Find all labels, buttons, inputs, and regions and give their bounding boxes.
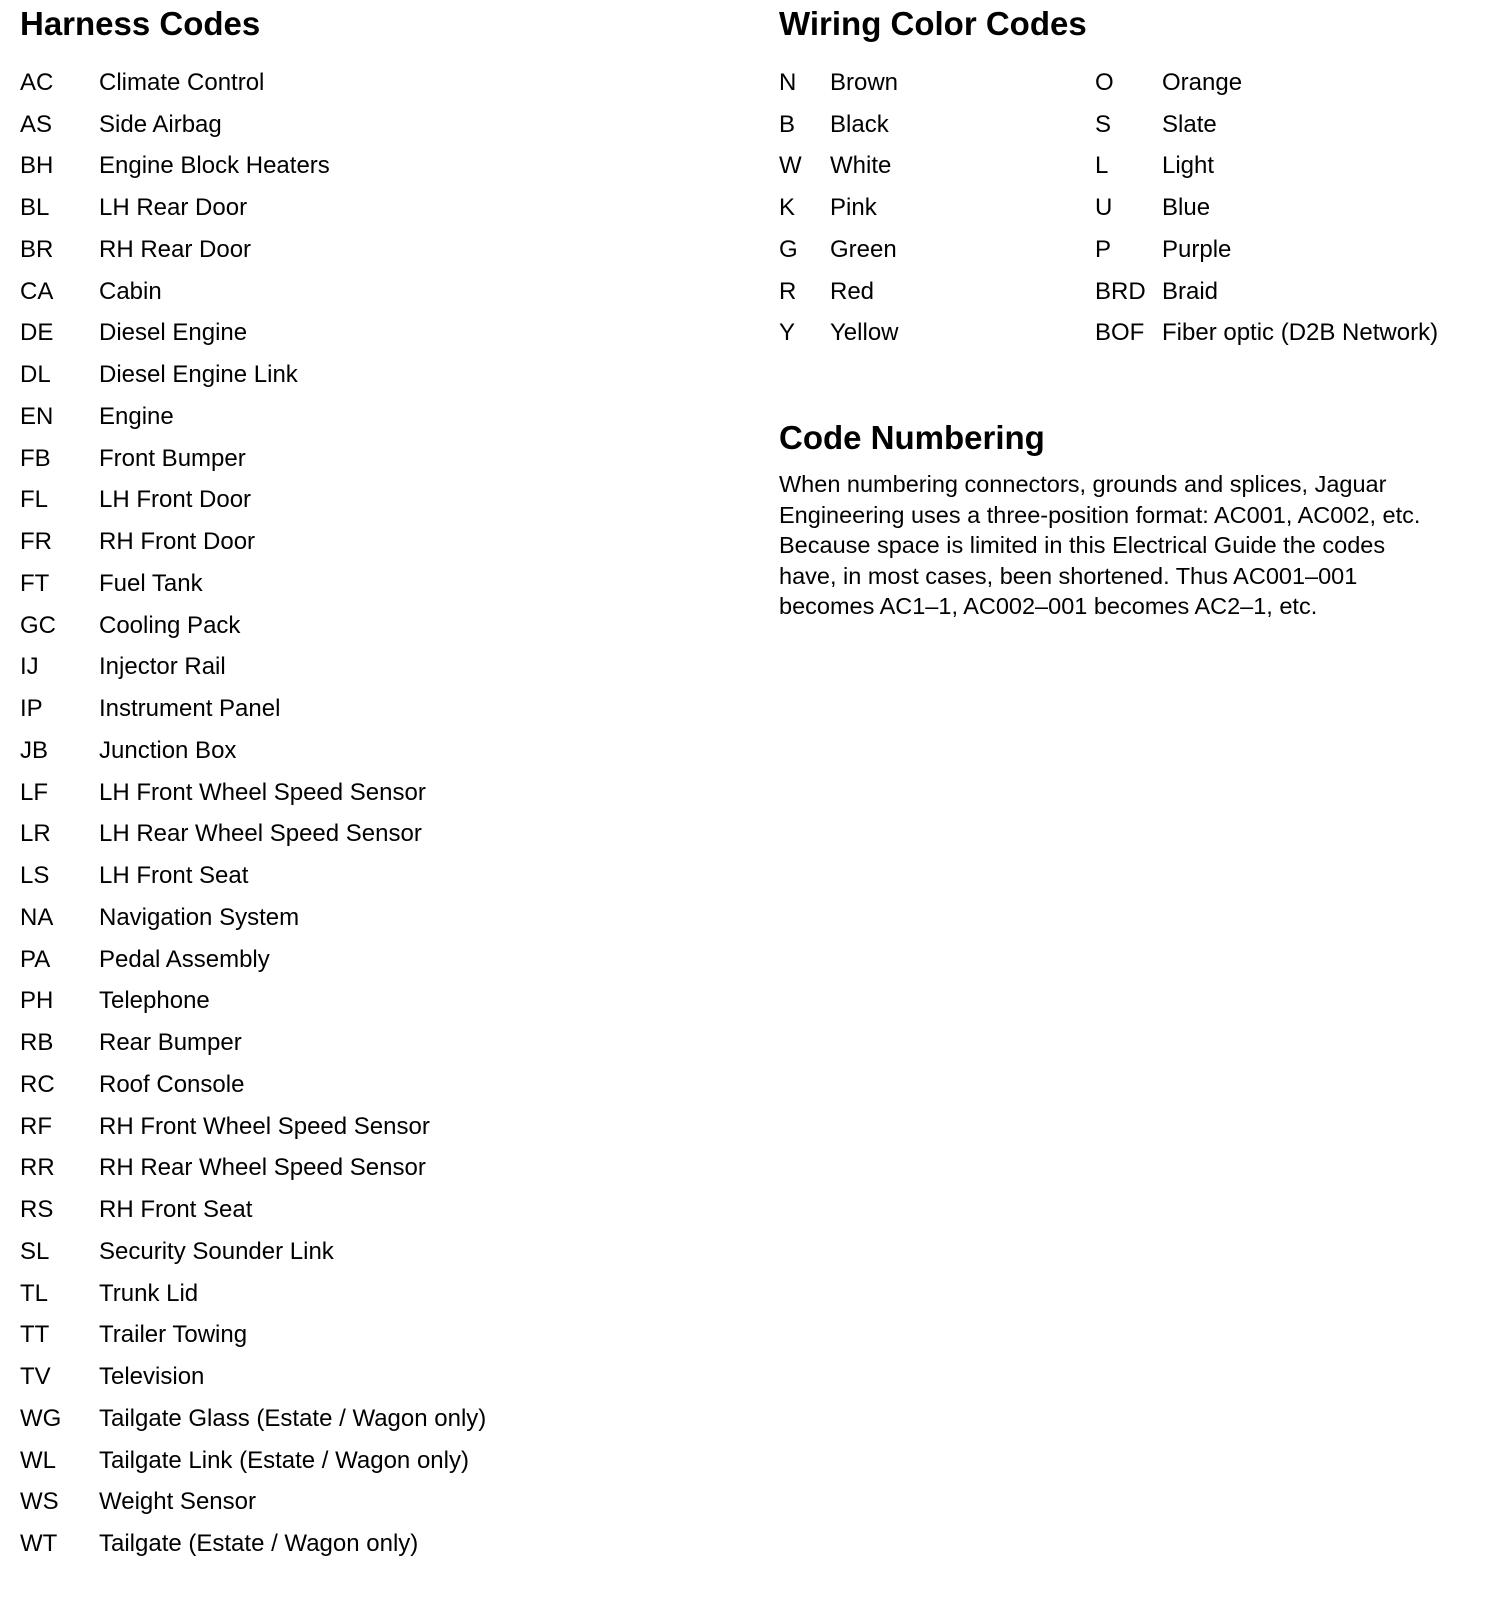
code-abbreviation: BH bbox=[20, 152, 54, 180]
code-description: Pedal Assembly bbox=[99, 945, 270, 973]
code-row bbox=[1095, 271, 1438, 313]
code-abbreviation: RB bbox=[20, 1029, 54, 1057]
code-description: Diesel Engine bbox=[99, 319, 248, 347]
code-row bbox=[1095, 104, 1438, 146]
code-row bbox=[779, 229, 899, 271]
code-abbreviation: FL bbox=[20, 486, 49, 514]
code-row bbox=[20, 563, 486, 605]
code-row bbox=[20, 1273, 486, 1315]
paragraph-line: When numbering connectors, grounds and splices, Jaguar bbox=[779, 471, 1387, 497]
code-abbreviation: CA bbox=[20, 277, 54, 305]
code-description: Tailgate (Estate / Wagon only) bbox=[99, 1530, 419, 1558]
code-abbreviation: DL bbox=[20, 361, 51, 389]
code-description: Black bbox=[830, 110, 889, 138]
code-row bbox=[1095, 62, 1438, 104]
paragraph-line: Engineering uses a three-position format: AC001, AC002, etc. bbox=[779, 501, 1421, 528]
code-description: Red bbox=[830, 277, 875, 305]
code-description: LH Rear Wheel Speed Sensor bbox=[99, 820, 422, 848]
code-abbreviation: S bbox=[1095, 110, 1112, 138]
code-row bbox=[20, 981, 486, 1023]
code-row bbox=[20, 1440, 486, 1482]
code-row bbox=[20, 1148, 486, 1190]
code-row bbox=[20, 104, 486, 146]
code-row bbox=[20, 855, 486, 897]
code-row bbox=[20, 1189, 486, 1231]
code-abbreviation: RC bbox=[20, 1070, 55, 1098]
code-description: Roof Console bbox=[99, 1070, 245, 1098]
paragraph-line: becomes AC1–1, AC002–001 becomes AC2–1, etc. bbox=[779, 593, 1318, 619]
code-row bbox=[20, 438, 486, 480]
code-description: Navigation System bbox=[99, 903, 300, 931]
code-row bbox=[779, 313, 899, 355]
code-description: Light bbox=[1162, 152, 1215, 180]
code-abbreviation: U bbox=[1095, 194, 1113, 222]
code-description: LH Front Door bbox=[99, 486, 252, 514]
code-description: Front Bumper bbox=[99, 444, 246, 472]
code-abbreviation: BRD bbox=[1095, 277, 1146, 305]
code-abbreviation: N bbox=[779, 68, 797, 96]
code-row bbox=[20, 939, 486, 981]
code-description: Purple bbox=[1162, 235, 1232, 263]
code-row bbox=[779, 62, 899, 104]
code-description: RH Rear Door bbox=[99, 235, 252, 263]
code-abbreviation: PA bbox=[20, 945, 51, 973]
code-abbreviation: B bbox=[779, 110, 796, 138]
code-row bbox=[20, 354, 486, 396]
code-abbreviation: LF bbox=[20, 778, 49, 806]
code-description: Engine bbox=[99, 402, 174, 430]
code-row bbox=[1095, 313, 1438, 355]
code-abbreviation: TT bbox=[20, 1321, 50, 1349]
code-row bbox=[779, 187, 899, 229]
wiring-color-codes-heading: Wiring Color Codes bbox=[779, 5, 1087, 42]
code-row bbox=[20, 1482, 486, 1524]
code-abbreviation: WT bbox=[20, 1530, 58, 1558]
code-abbreviation: AC bbox=[20, 68, 54, 96]
code-row bbox=[20, 1231, 486, 1273]
code-description: Junction Box bbox=[99, 736, 237, 764]
code-abbreviation: L bbox=[1095, 152, 1109, 180]
code-row bbox=[20, 605, 486, 647]
code-abbreviation: FR bbox=[20, 528, 52, 556]
code-description: Side Airbag bbox=[99, 110, 222, 138]
code-description: Yellow bbox=[830, 319, 899, 347]
code-abbreviation: O bbox=[1095, 68, 1114, 96]
code-description: Tailgate Link (Estate / Wagon only) bbox=[99, 1446, 469, 1474]
code-row bbox=[20, 1022, 486, 1064]
code-row bbox=[20, 521, 486, 563]
code-description: LH Rear Door bbox=[99, 194, 248, 222]
code-description: Fuel Tank bbox=[99, 569, 203, 597]
paragraph-line: have, in most cases, been shortened. Thus AC001–001 bbox=[779, 562, 1358, 589]
code-abbreviation: LR bbox=[20, 820, 51, 848]
code-description: Cooling Pack bbox=[99, 611, 241, 639]
code-abbreviation: SL bbox=[20, 1237, 50, 1265]
code-row bbox=[20, 814, 486, 856]
code-row bbox=[20, 688, 486, 730]
code-abbreviation: NA bbox=[20, 903, 54, 931]
code-row bbox=[779, 104, 899, 146]
code-row bbox=[20, 313, 486, 355]
code-abbreviation: BOF bbox=[1095, 319, 1145, 347]
code-description: RH Front Door bbox=[99, 528, 256, 556]
code-row bbox=[1095, 187, 1438, 229]
code-description: Green bbox=[830, 235, 897, 263]
code-abbreviation: K bbox=[779, 194, 796, 222]
code-description: LH Front Wheel Speed Sensor bbox=[99, 778, 426, 806]
code-description: Trunk Lid bbox=[99, 1279, 199, 1307]
wiring-color-codes-list-left bbox=[779, 62, 899, 354]
code-description: RH Rear Wheel Speed Sensor bbox=[99, 1154, 426, 1182]
code-row bbox=[20, 187, 486, 229]
code-abbreviation: BR bbox=[20, 235, 54, 263]
code-description: Pink bbox=[830, 194, 877, 222]
code-row bbox=[779, 146, 899, 188]
code-description: Diesel Engine Link bbox=[99, 361, 298, 389]
code-abbreviation: EN bbox=[20, 402, 54, 430]
harness-codes-heading: Harness Codes bbox=[20, 5, 261, 42]
code-row bbox=[20, 1064, 486, 1106]
code-abbreviation: DE bbox=[20, 319, 54, 347]
code-row bbox=[1095, 146, 1438, 188]
paragraph-line: Because space is limited in this Electrical Guide the codes bbox=[779, 532, 1386, 558]
code-description: Brown bbox=[830, 68, 899, 96]
code-abbreviation: W bbox=[779, 152, 802, 180]
code-abbreviation: JB bbox=[20, 736, 49, 764]
code-description: RH Front Wheel Speed Sensor bbox=[99, 1112, 430, 1140]
code-description: Cabin bbox=[99, 277, 162, 305]
code-abbreviation: WL bbox=[20, 1446, 56, 1474]
code-row bbox=[20, 1356, 486, 1398]
code-description: Braid bbox=[1162, 277, 1219, 305]
code-row bbox=[20, 1523, 486, 1565]
code-description: Slate bbox=[1162, 110, 1217, 138]
code-description: Blue bbox=[1162, 194, 1211, 222]
code-description: Engine Block Heaters bbox=[99, 152, 330, 180]
code-description: Tailgate Glass (Estate / Wagon only) bbox=[99, 1404, 487, 1432]
code-row bbox=[20, 1398, 486, 1440]
code-abbreviation: AS bbox=[20, 110, 53, 138]
code-row bbox=[1095, 229, 1438, 271]
code-abbreviation: WS bbox=[20, 1488, 59, 1516]
code-description: Orange bbox=[1162, 68, 1243, 96]
code-row bbox=[20, 229, 486, 271]
code-abbreviation: Y bbox=[779, 319, 796, 347]
code-description: Injector Rail bbox=[99, 653, 226, 681]
code-abbreviation: PH bbox=[20, 987, 54, 1015]
code-description: Climate Control bbox=[99, 68, 265, 96]
code-numbering-heading: Code Numbering bbox=[779, 419, 1045, 456]
code-description: White bbox=[830, 152, 892, 180]
code-description: Trailer Towing bbox=[99, 1321, 248, 1349]
code-description: Fiber optic (D2B Network) bbox=[1162, 319, 1439, 347]
code-row bbox=[20, 1315, 486, 1357]
code-row bbox=[20, 396, 486, 438]
code-abbreviation: IJ bbox=[20, 653, 39, 681]
code-abbreviation: BL bbox=[20, 194, 50, 222]
code-abbreviation: RR bbox=[20, 1154, 55, 1182]
harness-codes-list bbox=[20, 62, 486, 1565]
code-row bbox=[20, 897, 486, 939]
code-description: Telephone bbox=[99, 987, 210, 1015]
code-abbreviation: TL bbox=[20, 1279, 49, 1307]
code-row bbox=[20, 730, 486, 772]
code-abbreviation: TV bbox=[20, 1363, 51, 1391]
code-description: Television bbox=[99, 1363, 205, 1391]
code-abbreviation: FT bbox=[20, 569, 50, 597]
code-description: Instrument Panel bbox=[99, 695, 281, 723]
code-abbreviation: RF bbox=[20, 1112, 52, 1140]
code-description: LH Front Seat bbox=[99, 862, 249, 890]
code-row bbox=[20, 1106, 486, 1148]
code-row bbox=[20, 647, 486, 689]
code-row bbox=[20, 62, 486, 104]
code-abbreviation: R bbox=[779, 277, 797, 305]
code-row bbox=[20, 146, 486, 188]
code-abbreviation: GC bbox=[20, 611, 56, 639]
code-row bbox=[779, 271, 899, 313]
code-row bbox=[20, 271, 486, 313]
code-row bbox=[20, 480, 486, 522]
code-row bbox=[20, 772, 486, 814]
code-abbreviation: G bbox=[779, 235, 798, 263]
code-description: Security Sounder Link bbox=[99, 1237, 334, 1265]
wiring-color-codes-list-right bbox=[1095, 62, 1438, 354]
code-abbreviation: IP bbox=[20, 695, 43, 723]
code-abbreviation: P bbox=[1095, 235, 1112, 263]
code-description: Rear Bumper bbox=[99, 1029, 242, 1057]
code-abbreviation: RS bbox=[20, 1196, 54, 1224]
code-description: Weight Sensor bbox=[99, 1488, 256, 1516]
code-abbreviation: LS bbox=[20, 862, 50, 890]
code-description: RH Front Seat bbox=[99, 1196, 253, 1224]
code-abbreviation: WG bbox=[20, 1404, 62, 1432]
code-abbreviation: FB bbox=[20, 444, 51, 472]
code-numbering-paragraph bbox=[779, 469, 1479, 622]
